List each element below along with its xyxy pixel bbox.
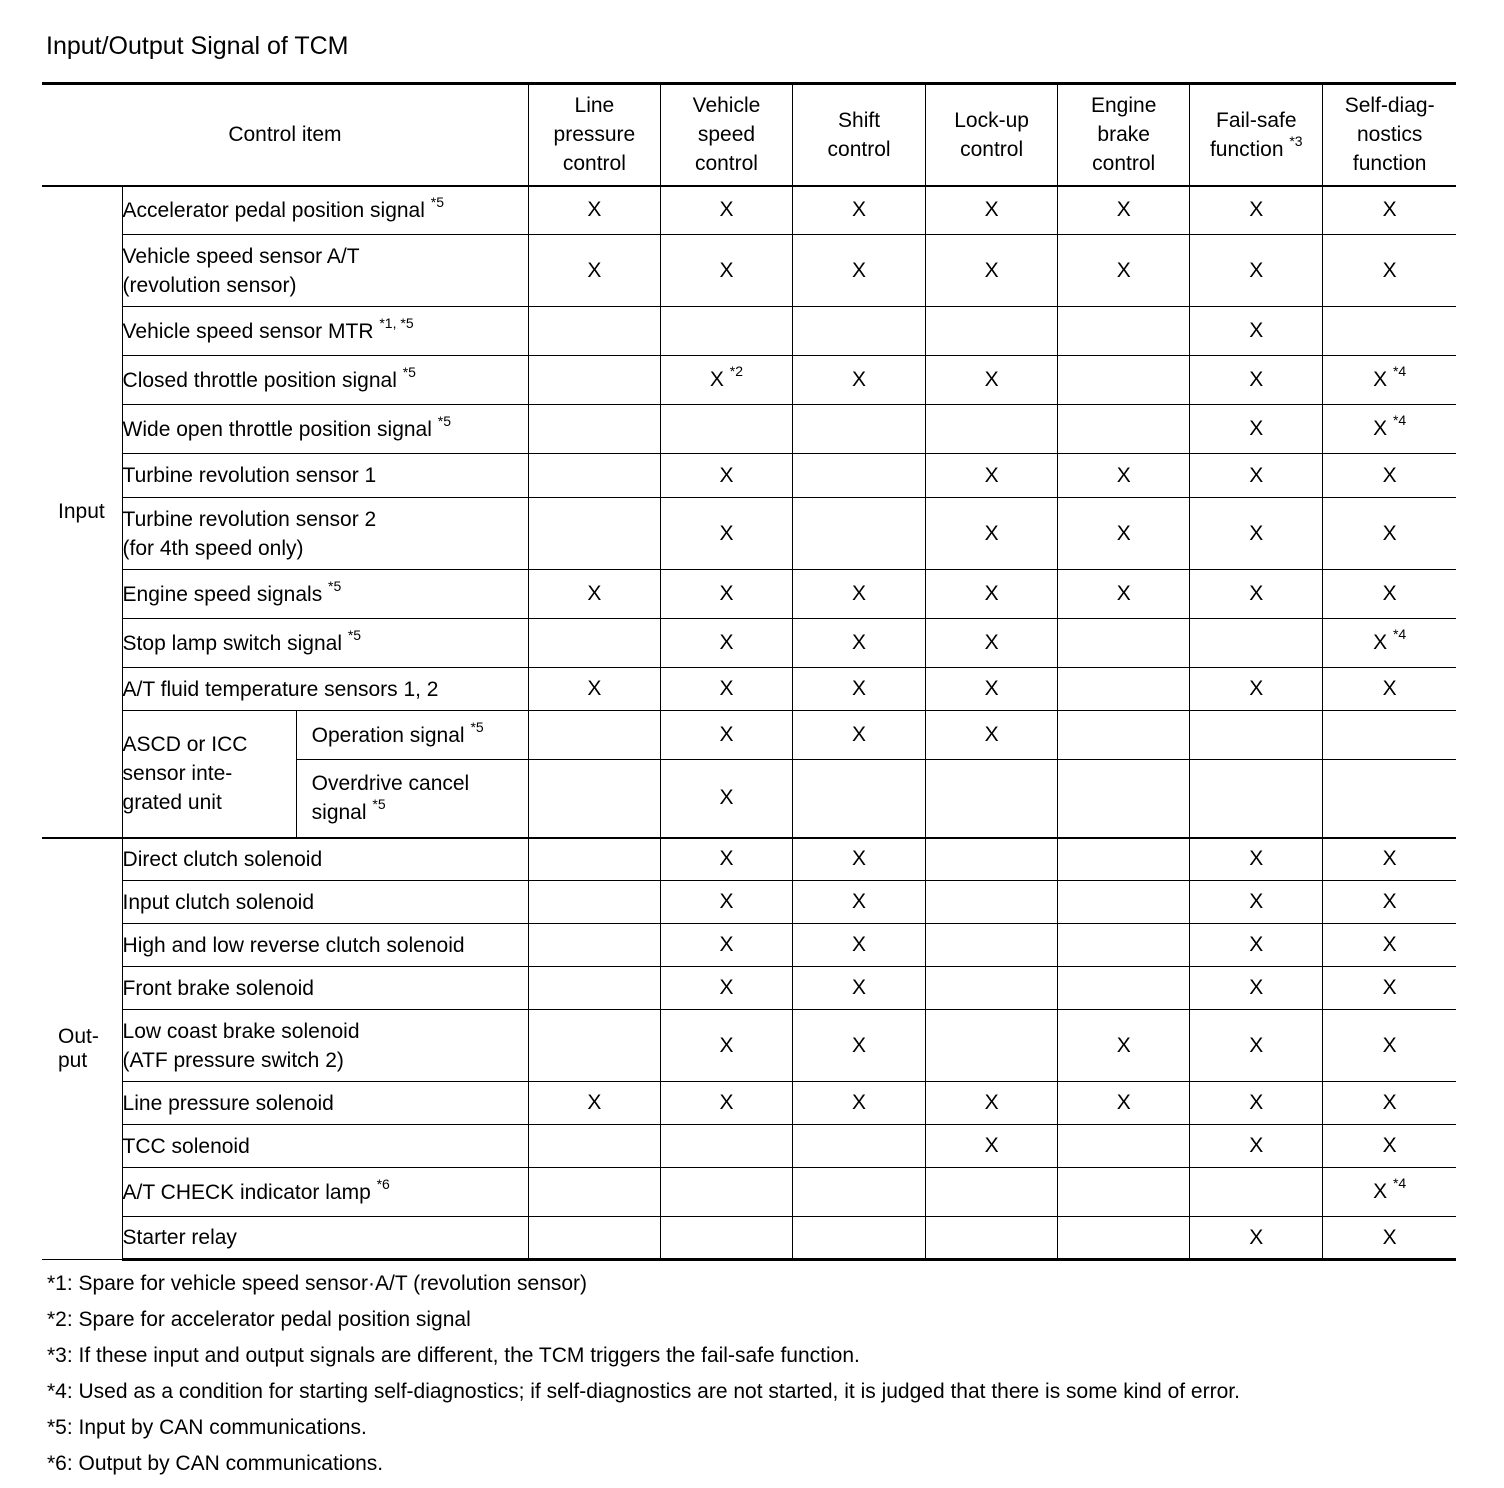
mark-cell: X xyxy=(793,619,926,668)
mark-cell: X xyxy=(1190,235,1323,307)
mark-cell: X xyxy=(1323,967,1456,1010)
table-row xyxy=(42,454,1456,498)
mark-cell: X xyxy=(660,1082,792,1125)
mark-cell xyxy=(528,1217,660,1260)
mark-cell: X $^{*4}$ xyxy=(1323,405,1456,454)
row-label: Engine speed signals $^{*5}$ xyxy=(122,570,528,619)
mark-cell xyxy=(1190,619,1323,668)
row-label: High and low reverse clutch solenoid xyxy=(122,924,528,967)
mark-cell xyxy=(528,405,660,454)
mark-cell xyxy=(793,454,926,498)
table-row xyxy=(42,619,1456,668)
table-row xyxy=(42,186,1456,235)
mark-cell: X xyxy=(1190,1010,1323,1082)
mark-cell xyxy=(1058,1125,1190,1168)
ascd-icc-unit-label: ASCD or ICC sensor inte- grated unit xyxy=(122,711,296,838)
mark-cell: X xyxy=(926,454,1058,498)
mark-cell xyxy=(926,405,1058,454)
mark-cell: X xyxy=(926,235,1058,307)
table-row xyxy=(42,1082,1456,1125)
mark-cell: X xyxy=(1058,570,1190,619)
mark-cell: X xyxy=(1323,838,1456,881)
mark-cell: X $^{*4}$ xyxy=(1323,356,1456,405)
table-row xyxy=(42,881,1456,924)
mark-cell xyxy=(528,760,660,838)
mark-cell xyxy=(926,838,1058,881)
mark-cell xyxy=(1058,838,1190,881)
mark-cell: X xyxy=(660,570,792,619)
mark-cell: X xyxy=(1323,1125,1456,1168)
mark-cell xyxy=(1323,711,1456,760)
mark-cell: X xyxy=(1190,570,1323,619)
mark-cell xyxy=(926,1168,1058,1217)
mark-cell: X xyxy=(1323,498,1456,570)
mark-cell xyxy=(1058,1168,1190,1217)
mark-cell: X xyxy=(660,619,792,668)
mark-cell: X xyxy=(1323,1217,1456,1260)
mark-cell: X xyxy=(1190,356,1323,405)
row-label: Direct clutch solenoid xyxy=(122,838,528,881)
mark-cell: X xyxy=(926,1125,1058,1168)
table-row xyxy=(42,235,1456,307)
mark-cell xyxy=(926,307,1058,356)
mark-cell: X xyxy=(1323,1010,1456,1082)
row-label: Front brake solenoid xyxy=(122,967,528,1010)
mark-cell: X xyxy=(793,967,926,1010)
row-label: A/T fluid temperature sensors 1, 2 xyxy=(122,668,528,711)
mark-cell: X xyxy=(1058,235,1190,307)
mark-cell: X xyxy=(660,760,792,838)
mark-cell xyxy=(1190,760,1323,838)
mark-cell: X xyxy=(926,498,1058,570)
header-control-item: Control item xyxy=(42,84,528,186)
mark-cell: X xyxy=(1323,1082,1456,1125)
mark-cell: X xyxy=(660,454,792,498)
mark-cell: X xyxy=(1323,186,1456,235)
group-output: Out- put xyxy=(42,838,122,1260)
table-row xyxy=(42,1168,1456,1217)
mark-cell xyxy=(1058,1217,1190,1260)
mark-cell: X xyxy=(793,186,926,235)
mark-cell: X xyxy=(660,1010,792,1082)
table-row xyxy=(42,307,1456,356)
table-row xyxy=(42,1125,1456,1168)
mark-cell xyxy=(528,711,660,760)
mark-cell xyxy=(660,405,792,454)
mark-cell: X xyxy=(1323,454,1456,498)
mark-cell: X xyxy=(660,186,792,235)
footnote-3: *3: If these input and output signals are different, the TCM triggers the fail-safe function. xyxy=(47,1344,860,1367)
mark-cell: X xyxy=(1190,498,1323,570)
mark-cell xyxy=(1190,711,1323,760)
mark-cell xyxy=(793,1125,926,1168)
table-row xyxy=(42,967,1456,1010)
mark-cell xyxy=(660,1217,792,1260)
mark-cell xyxy=(1058,405,1190,454)
mark-cell: X xyxy=(1190,1217,1323,1260)
mark-cell: X xyxy=(1190,967,1323,1010)
mark-cell xyxy=(528,1168,660,1217)
mark-cell xyxy=(660,307,792,356)
mark-cell: X xyxy=(1058,454,1190,498)
mark-cell: X xyxy=(926,711,1058,760)
row-label: Low coast brake solenoid (ATF pressure switch 2) xyxy=(122,1010,528,1082)
table-row xyxy=(42,405,1456,454)
mark-cell xyxy=(1058,307,1190,356)
mark-cell xyxy=(528,924,660,967)
mark-cell: X xyxy=(528,570,660,619)
mark-cell xyxy=(1190,1168,1323,1217)
mark-cell xyxy=(528,356,660,405)
mark-cell: X xyxy=(528,1082,660,1125)
mark-cell: X xyxy=(793,711,926,760)
mark-cell: X xyxy=(528,668,660,711)
mark-cell: X xyxy=(660,235,792,307)
mark-cell: X xyxy=(793,924,926,967)
mark-cell xyxy=(660,1168,792,1217)
footnote-1: *1: Spare for vehicle speed sensor·A/T (revolution sensor) xyxy=(47,1272,588,1295)
header-lock-up: Lock-up control xyxy=(926,84,1058,186)
mark-cell xyxy=(528,1010,660,1082)
table-row xyxy=(42,838,1456,881)
mark-cell: X xyxy=(528,235,660,307)
mark-cell xyxy=(528,619,660,668)
mark-cell: X xyxy=(660,881,792,924)
row-label: Input clutch solenoid xyxy=(122,881,528,924)
mark-cell: X xyxy=(1058,186,1190,235)
header-fail-safe: Fail-safe function $^{*3}$ xyxy=(1190,84,1323,186)
mark-cell xyxy=(926,1217,1058,1260)
mark-cell: X xyxy=(1190,454,1323,498)
mark-cell: X xyxy=(793,356,926,405)
mark-cell: X $^{*4}$ xyxy=(1323,1168,1456,1217)
mark-cell: X xyxy=(793,838,926,881)
mark-cell: X xyxy=(1190,405,1323,454)
table-row xyxy=(42,498,1456,570)
mark-cell: X xyxy=(1323,668,1456,711)
mark-cell xyxy=(793,760,926,838)
mark-cell xyxy=(926,760,1058,838)
header-line-pressure: Line pressure control xyxy=(528,84,660,186)
mark-cell: X xyxy=(1190,1082,1323,1125)
mark-cell: X xyxy=(1058,498,1190,570)
row-label: Closed throttle position signal $^{*5}$ xyxy=(122,356,528,405)
mark-cell xyxy=(1058,668,1190,711)
mark-cell xyxy=(528,838,660,881)
mark-cell xyxy=(1058,711,1190,760)
row-label: Turbine revolution sensor 1 xyxy=(122,454,528,498)
mark-cell: X xyxy=(528,186,660,235)
mark-cell: X xyxy=(1190,668,1323,711)
row-label: Starter relay xyxy=(122,1217,528,1260)
mark-cell xyxy=(1323,760,1456,838)
mark-cell: X xyxy=(926,1082,1058,1125)
footnote-5: *5: Input by CAN communications. xyxy=(47,1416,367,1439)
mark-cell xyxy=(660,1125,792,1168)
footnote-2: *2: Spare for accelerator pedal position signal xyxy=(47,1308,471,1331)
mark-cell xyxy=(528,498,660,570)
mark-cell: X xyxy=(926,619,1058,668)
mark-cell: X xyxy=(1323,924,1456,967)
mark-cell xyxy=(1058,619,1190,668)
mark-cell: X xyxy=(1190,307,1323,356)
mark-cell: X xyxy=(660,967,792,1010)
table-row xyxy=(42,356,1456,405)
mark-cell xyxy=(528,967,660,1010)
mark-cell xyxy=(926,967,1058,1010)
mark-cell xyxy=(528,1125,660,1168)
mark-cell: X xyxy=(660,924,792,967)
mark-cell xyxy=(1058,760,1190,838)
mark-cell: X xyxy=(1190,186,1323,235)
row-label: Stop lamp switch signal $^{*5}$ xyxy=(122,619,528,668)
mark-cell: X $^{*4}$ xyxy=(1323,619,1456,668)
tcm-signal-table xyxy=(42,82,1456,1261)
mark-cell xyxy=(1058,967,1190,1010)
mark-cell: X xyxy=(793,881,926,924)
table-row xyxy=(42,1217,1456,1260)
row-label: Turbine revolution sensor 2 (for 4th speed only) xyxy=(122,498,528,570)
mark-cell xyxy=(1058,924,1190,967)
mark-cell: X $^{*2}$ xyxy=(660,356,792,405)
mark-cell: X xyxy=(1323,881,1456,924)
mark-cell: X xyxy=(793,1082,926,1125)
row-label: Operation signal $^{*5}$ xyxy=(296,711,528,760)
mark-cell xyxy=(793,1168,926,1217)
mark-cell xyxy=(793,1217,926,1260)
mark-cell: X xyxy=(660,668,792,711)
footnotes xyxy=(47,1266,1240,1482)
mark-cell: X xyxy=(1323,570,1456,619)
row-label: Wide open throttle position signal $^{*5}$ xyxy=(122,405,528,454)
mark-cell: X xyxy=(1323,235,1456,307)
row-label: A/T CHECK indicator lamp $^{*6}$ xyxy=(122,1168,528,1217)
mark-cell xyxy=(926,1010,1058,1082)
mark-cell: X xyxy=(1058,1082,1190,1125)
header-shift: Shift control xyxy=(793,84,926,186)
mark-cell: X xyxy=(1190,881,1323,924)
table-row xyxy=(42,1010,1456,1082)
header-engine-brake: Engine brake control xyxy=(1058,84,1190,186)
mark-cell: X xyxy=(1190,924,1323,967)
mark-cell: X xyxy=(926,570,1058,619)
mark-cell: X xyxy=(926,668,1058,711)
row-label: Vehicle speed sensor A/T (revolution sensor) xyxy=(122,235,528,307)
footnote-6: *6: Output by CAN communications. xyxy=(47,1452,384,1475)
mark-cell xyxy=(793,307,926,356)
mark-cell xyxy=(793,405,926,454)
table-row xyxy=(42,570,1456,619)
footnote-4: *4: Used as a condition for starting self-diagnostics; if self-diagnostics are not started, it is judged that there is some kind of error. xyxy=(47,1380,1240,1403)
mark-cell xyxy=(926,881,1058,924)
mark-cell xyxy=(1058,356,1190,405)
mark-cell xyxy=(926,924,1058,967)
mark-cell: X xyxy=(793,235,926,307)
mark-cell: X xyxy=(660,711,792,760)
mark-cell: X xyxy=(793,668,926,711)
table-row xyxy=(42,668,1456,711)
table-row xyxy=(42,924,1456,967)
row-label: Vehicle speed sensor MTR $^{*1, *5}$ xyxy=(122,307,528,356)
header-vehicle-speed: Vehicle speed control xyxy=(660,84,792,186)
group-input: Input xyxy=(42,186,122,838)
header-row xyxy=(42,84,1456,186)
mark-cell xyxy=(528,881,660,924)
row-label: TCC solenoid xyxy=(122,1125,528,1168)
mark-cell: X xyxy=(1190,1125,1323,1168)
mark-cell xyxy=(1323,307,1456,356)
mark-cell: X xyxy=(793,570,926,619)
mark-cell xyxy=(793,498,926,570)
mark-cell: X xyxy=(660,838,792,881)
mark-cell: X xyxy=(660,498,792,570)
mark-cell: X xyxy=(1190,838,1323,881)
page-title: Input/Output Signal of TCM xyxy=(46,32,349,60)
row-label: Accelerator pedal position signal $^{*5}$ xyxy=(122,186,528,235)
mark-cell: X xyxy=(793,1010,926,1082)
row-label: Line pressure solenoid xyxy=(122,1082,528,1125)
table-row xyxy=(42,711,1456,760)
row-label: Overdrive cancel signal $^{*5}$ xyxy=(296,760,528,838)
mark-cell xyxy=(528,454,660,498)
mark-cell: X xyxy=(926,356,1058,405)
mark-cell: X xyxy=(926,186,1058,235)
mark-cell: X xyxy=(1058,1010,1190,1082)
mark-cell xyxy=(1058,881,1190,924)
header-self-diagnostics: Self-diag- nostics function xyxy=(1323,84,1456,186)
mark-cell xyxy=(528,307,660,356)
